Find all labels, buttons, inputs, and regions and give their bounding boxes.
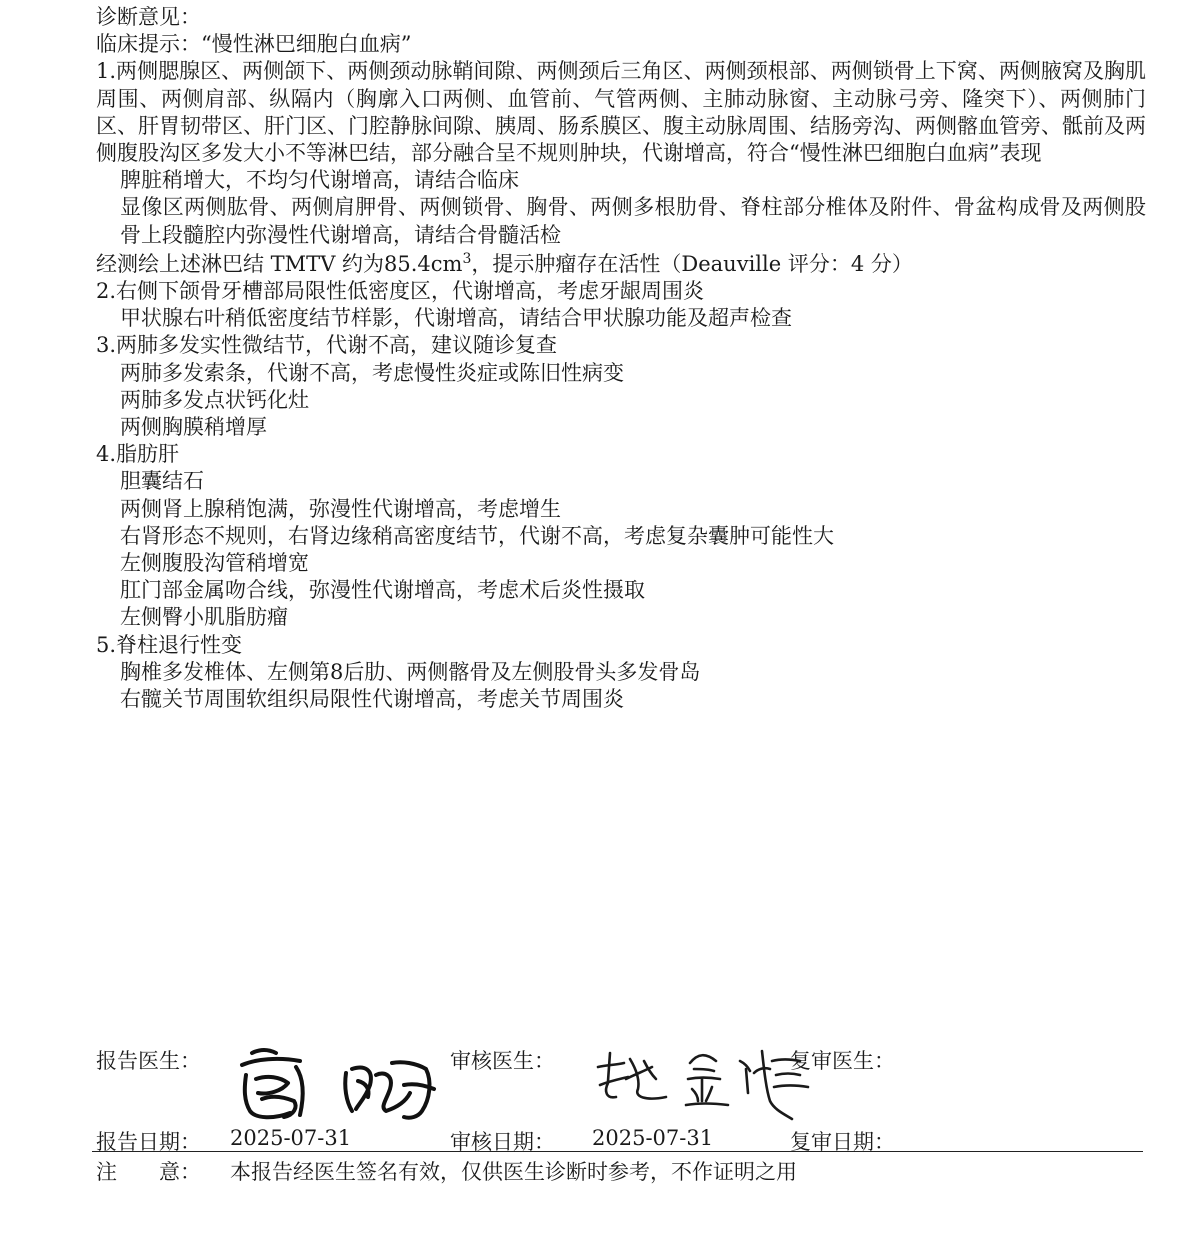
report-date-value: 2025-07-31 xyxy=(230,1126,352,1150)
finding-2-line-1: 2.右侧下颌骨牙槽部局限性低密度区，代谢增高，考虑牙龈周围炎 xyxy=(96,279,705,304)
finding-5-line-3: 右髋关节周围软组织局限性代谢增高，考虑关节周围炎 xyxy=(120,687,624,712)
finding-2-line-2: 甲状腺右叶稍低密度结节样影，代谢增高，请结合甲状腺功能及超声检查 xyxy=(120,306,792,331)
signature-row xyxy=(96,1045,1146,1125)
diagnosis-section xyxy=(96,4,1146,713)
finding-4-line-1: 4.脂肪肝 xyxy=(96,442,180,467)
review-doctor-label: 审核医生： xyxy=(450,1049,555,1073)
finding-3-line-3: 两肺多发点状钙化灶 xyxy=(120,387,309,412)
tmtv-measurement xyxy=(96,251,1146,278)
tmtv-text-b: ，提示肿瘤存在活性（Deauville 评分：4 分） xyxy=(471,251,913,276)
finding-1-bone-marrow: 显像区两侧肱骨、两侧肩胛骨、两侧锁骨、胸骨、两侧多根肋骨、脊柱部分椎体及附件、骨盆构成骨及两侧股骨上段髓腔内弥漫性代谢增高，请结合骨髓活检 xyxy=(120,195,1146,247)
review-date-label: 审核日期： xyxy=(450,1130,555,1154)
finding-4-line-2: 胆囊结石 xyxy=(120,469,204,494)
recheck-doctor-label: 复审医生： xyxy=(790,1049,895,1073)
note-label: 注 意： xyxy=(96,1160,201,1184)
finding-5-line-2: 胸椎多发椎体、左侧第8后肋、两侧髂骨及左侧股骨头多发骨岛 xyxy=(120,659,701,684)
review-date-value: 2025-07-31 xyxy=(592,1126,714,1150)
finding-4-line-6: 肛门部金属吻合线，弥漫性代谢增高，考虑术后炎性摄取 xyxy=(120,578,645,603)
finding-4-line-3: 两侧肾上腺稍饱满，弥漫性代谢增高，考虑增生 xyxy=(120,496,561,521)
finding-1-lymph-nodes: 1.两侧腮腺区、两侧颌下、两侧颈动脉鞘间隙、两侧颈后三角区、两侧颈根部、两侧锁骨上下窝、两侧腋窝及胸肌周围、两侧肩部、纵隔内（胸廓入口两侧、血管前、气管两侧、主肺动脉窗、主动脉弓旁、隆突下）、两侧肺门区、肝胃韧带区、肝门区、门腔静脉间隙、胰周、肠系膜区、腹主动脉周围、结肠旁沟、两侧髂血管旁、骶前及两侧腹股沟区多发大小不等淋巴结，部分融合呈不规则肿块，代谢增高，符合“慢性淋巴细胞白血病”表现 xyxy=(96,59,1146,166)
footer-divider xyxy=(92,1151,1143,1152)
finding-4-line-5: 左侧腹股沟管稍增宽 xyxy=(120,551,309,576)
tmtv-superscript: 3 xyxy=(462,250,472,267)
finding-5-line-1: 5.脊柱退行性变 xyxy=(96,632,243,657)
tmtv-text-a: 经测绘上述淋巴结 TMTV 约为85.4cm xyxy=(96,251,463,276)
finding-3-line-1: 3.两肺多发实性微结节，代谢不高，建议随诊复查 xyxy=(96,333,558,358)
finding-1-spleen: 脾脏稍增大，不均匀代谢增高，请结合临床 xyxy=(120,168,519,193)
diagnosis-heading: 诊断意见： xyxy=(96,5,201,29)
recheck-date-label: 复审日期： xyxy=(790,1130,895,1154)
finding-3-line-4: 两侧胸膜稍增厚 xyxy=(120,415,267,440)
report-date-label: 报告日期： xyxy=(96,1130,201,1154)
finding-4-line-7: 左侧臀小肌脂肪瘤 xyxy=(120,605,288,630)
finding-4-line-4: 右肾形态不规则，右肾边缘稍高密度结节，代谢不高，考虑复杂囊肿可能性大 xyxy=(120,523,834,548)
note-text: 本报告经医生签名有效，仅供医生诊断时参考，不作证明之用 xyxy=(230,1160,797,1184)
report-doctor-label: 报告医生： xyxy=(96,1049,201,1073)
finding-3-line-2: 两肺多发索条，代谢不高，考虑慢性炎症或陈旧性病变 xyxy=(120,360,624,385)
report-doctor-signature xyxy=(234,1045,454,1125)
clinical-hint: 临床提示：“慢性淋巴细胞白血病” xyxy=(96,32,412,57)
